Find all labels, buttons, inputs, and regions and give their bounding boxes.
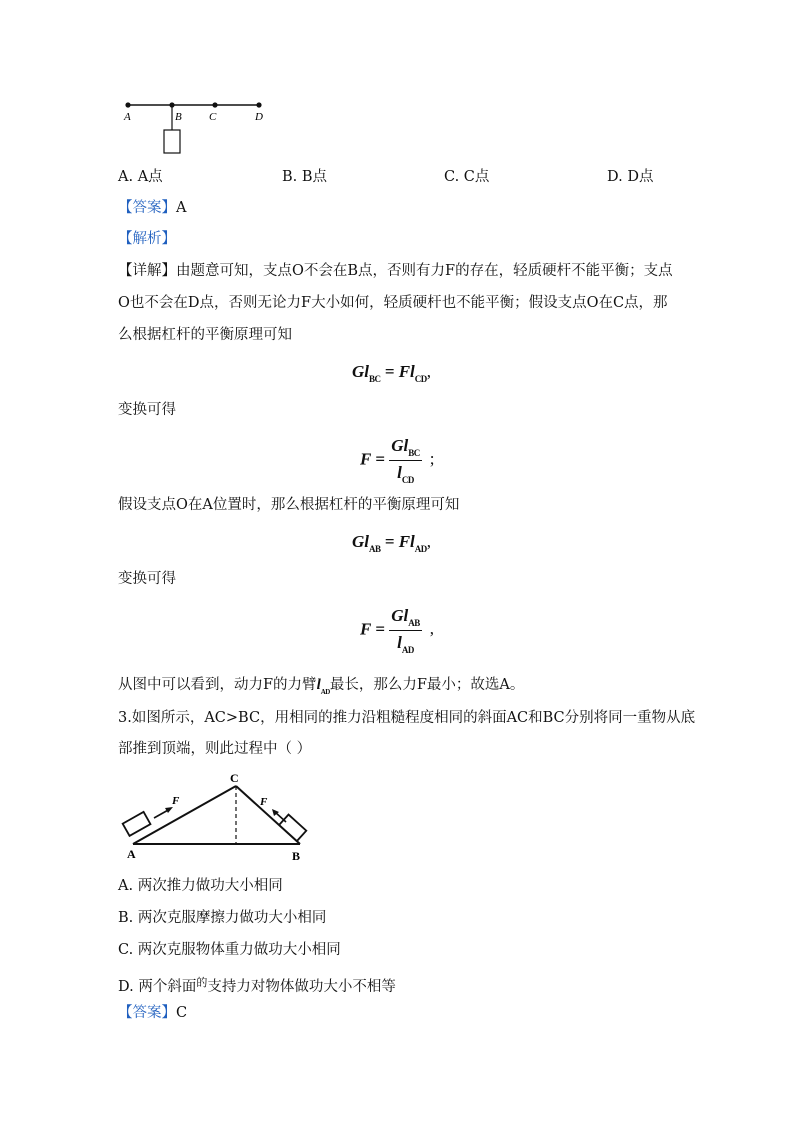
option-b: B. B点: [282, 169, 328, 185]
detail-tag: 【详解】: [118, 263, 176, 279]
option-d: D. D点: [607, 169, 654, 185]
option-c: C. C点: [444, 169, 490, 185]
conclusion-line: 从图中可以看到，动力F的力臂$l_{AD}$最长，那么力F最小；故选A。: [118, 677, 525, 696]
formula-balance-c: $Gl_{BC} = Fl_{CD}$,: [352, 362, 432, 384]
q2-answer-line: [118, 198, 186, 218]
formula-f-a: F = $\frac{Gl_{AB}}{l_{AD}}$ ,: [360, 606, 434, 655]
detail-line-1: [118, 261, 673, 281]
vertex-label-b: B: [292, 849, 301, 863]
point-c-dot: [212, 102, 217, 107]
vertex-label-a: A: [127, 847, 136, 861]
assume-a-text: 假设支点O在A位置时，那么根据杠杆的平衡原理可知: [118, 497, 460, 513]
q3-option-b: B. 两次克服摩擦力做功大小相同: [118, 910, 327, 926]
lever-diagram: [118, 96, 278, 160]
q3-option-c: C. 两次克服物体重力做功大小相同: [118, 942, 341, 958]
formula-balance-a: $Gl_{AB} = Fl_{AD}$,: [352, 532, 432, 554]
incline-diagram: [118, 770, 318, 865]
transform-text-2: 变换可得: [118, 571, 176, 587]
analysis-line: [118, 229, 176, 249]
q3-answer-line: [118, 1003, 187, 1023]
block-left: [123, 812, 151, 836]
q3-option-d: D. 两个斜面$^的$支持力对物体做功大小不相等: [118, 976, 396, 995]
option-a: A. A点: [118, 169, 163, 185]
answer-tag-q3: 【答案】: [118, 1005, 176, 1021]
label-d: D: [255, 111, 263, 123]
answer-tag: 【答案】: [118, 200, 176, 216]
force-label-right: F: [260, 796, 268, 808]
force-label-left: F: [172, 795, 180, 807]
q3-answer-value: C: [176, 1005, 188, 1021]
q3-stem-line-2: 部推到顶端，则此过程中（ ）: [118, 741, 312, 757]
analysis-tag: 【解析】: [118, 231, 176, 247]
q2-answer-value: A: [176, 200, 187, 216]
incline-ac: [133, 786, 236, 844]
formula-f-c: F = $\frac{Gl_{BC}}{l_{CD}}$ ;: [360, 436, 435, 485]
point-d-dot: [256, 102, 261, 107]
detail-text-1: 由题意可知，支点O不会在B点，否则有力F的存在，轻质硬杆不能平衡；支点: [176, 263, 673, 279]
label-b: B: [175, 111, 182, 123]
inline-formula-lad: $l_{AD}$: [316, 677, 330, 696]
point-a-dot: [125, 102, 130, 107]
detail-line-3: 么根据杠杆的平衡原理可知: [118, 327, 292, 343]
hanging-weight: [164, 130, 180, 153]
label-a: A: [124, 111, 131, 123]
force-arrowhead-left: [165, 807, 173, 813]
q3-option-a: A. 两次推力做功大小相同: [118, 878, 283, 894]
q3-stem-line-1: 3.如图所示，AC>BC，用相同的推力沿粗糙程度相同的斜面AC和BC分别将同一重物从底: [118, 710, 696, 726]
vertex-label-c: C: [230, 771, 239, 785]
detail-line-2: O也不会在D点，否则无论力F大小如何，轻质硬杆也不能平衡；假设支点O在C点，那: [118, 295, 668, 311]
label-c: C: [209, 111, 217, 123]
transform-text-1: 变换可得: [118, 402, 176, 418]
